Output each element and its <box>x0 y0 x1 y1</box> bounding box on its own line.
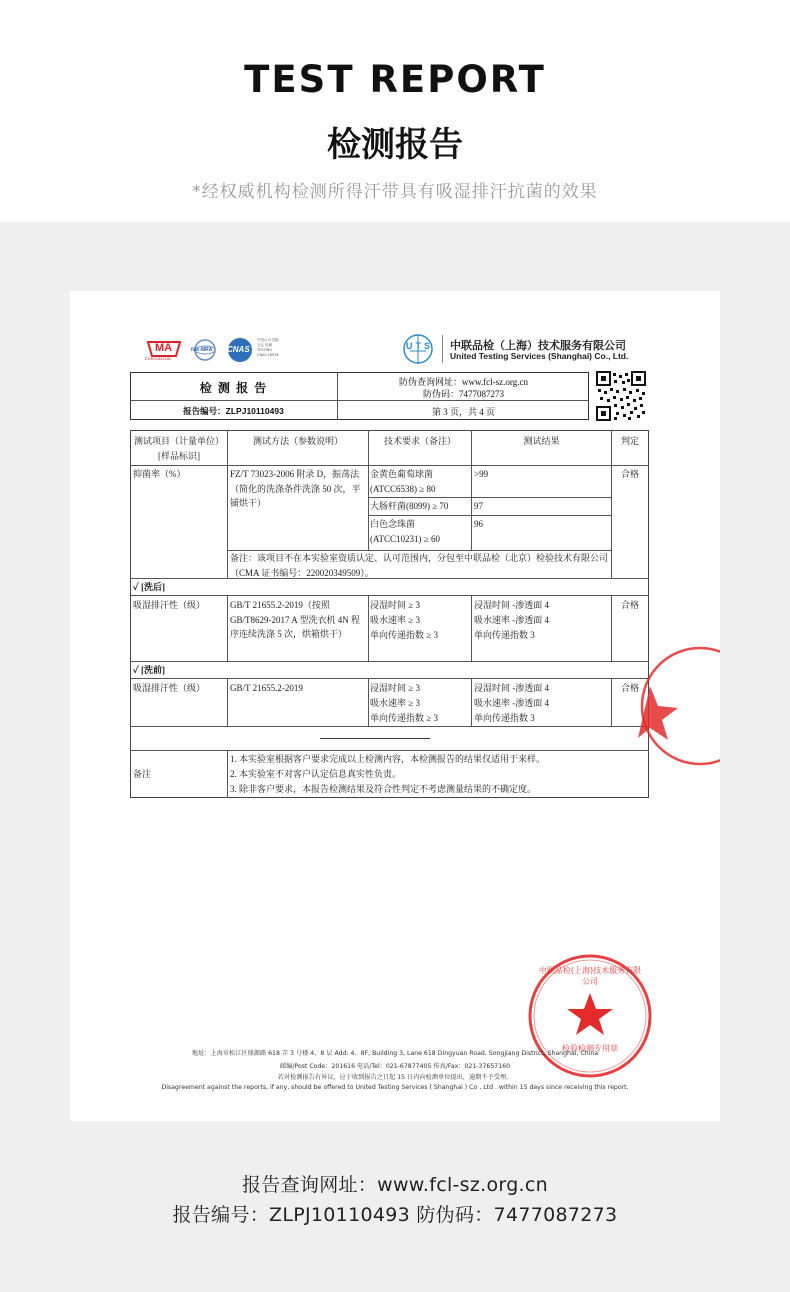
seal-bottom-text: 检验检测专用章 <box>562 1044 618 1053</box>
remark-2: 2. 本实验室不对客户认定信息真实性负责。 <box>230 769 402 779</box>
header-item: 测试项目（计量单位）[样品标识] <box>133 436 224 461</box>
after-wash-req-1: 浸湿时间 ≥ 3 <box>370 600 420 610</box>
before-wash-item: 吸湿排汗性（级） <box>133 683 206 693</box>
antibacterial-verdict: 合格 <box>620 469 639 479</box>
before-wash-req-1: 浸湿时间 ≥ 3 <box>370 683 420 693</box>
after-wash-verdict: 合格 <box>620 600 639 610</box>
partial-seal-stamp <box>630 636 720 776</box>
header-method: 测试方法（参数说明） <box>252 436 343 446</box>
after-wash-method: GB/T 21655.2-2019（按照 GB/T8629-2017 A 型洗衣机 4N 程序连续洗涤 5 次，烘箱烘干） <box>230 600 361 639</box>
page-info: 第 3 页，共 4 页 <box>431 407 495 417</box>
after-wash-label: ✓ [洗后] <box>133 582 166 592</box>
header-requirement: 技术要求（备注） <box>383 436 456 446</box>
antibacterial-result-2: 97 <box>474 501 483 511</box>
antibacterial-result-3: 96 <box>474 519 483 529</box>
title-en: TEST REPORT <box>244 58 546 101</box>
qr-code <box>596 371 646 421</box>
company-en: United Testing Services (Shanghai) Co., Ltd. <box>450 351 629 361</box>
seal-text: 中联品检(上海)技术服务有限公司 <box>538 966 642 986</box>
cnas-logo: CNAS 中国认可 国际互认 检测 TESTING CNAS L8976 <box>224 337 282 363</box>
antibacterial-note: 备注：该项目不在本实验室资质认定、认可范围内，分包至中联品检（北京）检验技术有限公司（CMA 证书编号：220020349509）。 <box>230 553 609 578</box>
before-wash-req-3: 单向传递指数 ≥ 3 <box>370 713 438 723</box>
verify-code: 防伪码：7477087273 <box>422 389 504 399</box>
cma-logo: MA 210011342182 <box>144 339 184 361</box>
address-line-2: 邮编/Post Code：201616 电话/Tel：021-67877405 传真/Fax：021-37657160 <box>279 1063 510 1070</box>
antibacterial-req-3: 白色念珠菌 (ATCC10231) ≥ 60 <box>370 519 440 544</box>
footer-report-code: 报告编号：ZLPJ10110493 防伪码：7477087273 <box>172 1204 618 1226</box>
antibacterial-req-1: 金黄色葡萄球菌 (ATCC6538) ≥ 80 <box>370 469 436 494</box>
footer-query-url: 报告查询网址：www.fcl-sz.org.cn <box>242 1174 548 1196</box>
report-heading: 检 测 报 告 <box>199 381 268 395</box>
title-cn: 检测报告 <box>327 125 463 165</box>
remark-3: 3. 除非客户要求，本报告检测结果及符合性判定不考虑测量结果的不确定度。 <box>230 784 537 794</box>
after-wash-result-3: 单向传递指数 3 <box>474 630 535 640</box>
before-wash-result-2: 吸水速率 -渗透面 4 <box>474 698 549 708</box>
ilac-logo: ilac-MRA <box>190 338 220 362</box>
before-wash-result-3: 单向传递指数 3 <box>474 713 535 723</box>
verify-url: 防伪查询网址：www.fcl-sz.org.cn <box>399 377 528 387</box>
before-wash-method: GB/T 21655.2-2019 <box>230 683 303 693</box>
header-result: 测试结果 <box>523 436 560 446</box>
antibacterial-result-1: >99 <box>474 469 489 479</box>
report-paper <box>70 291 720 1121</box>
address-line-1: 地址：上海市松江区鼎源路 618 弄 3 号楼 4、8 层 Add: 4、8F, Building 3, Lane 618 Dingyuan Road, Songjiang District, Shanghai, China <box>191 1050 599 1057</box>
address-line-4: Disagreement against the reports, if any, should be offered to United Testing Services ( Shanghai ) Co , Ltd . within 15 days since receiving this report. <box>161 1084 629 1091</box>
antibacterial-req-2: 大肠杆菌(8099) ≥ 70 <box>370 501 449 511</box>
subtitle: *经权威机构检测所得汗带具有吸湿排汗抗菌的效果 <box>192 182 598 202</box>
address-line-3: 若对检测报告有异议，应于收到报告之日起 15 日内向检测单位提出，逾期不予受理。 <box>277 1074 513 1081</box>
header-verdict: 判定 <box>620 436 639 446</box>
after-wash-item: 吸湿排汗性（级） <box>133 600 206 610</box>
antibacterial-item: 抑菌率（%） <box>133 469 186 479</box>
before-wash-label: ✓ [洗前] <box>133 665 166 675</box>
after-wash-req-3: 单向传递指数 ≥ 3 <box>370 630 438 640</box>
header-section <box>0 0 790 222</box>
uts-logo: UTS <box>400 333 436 365</box>
before-wash-verdict: 合格 <box>620 683 639 693</box>
remarks-label: 备注 <box>133 769 152 779</box>
report-number: 报告编号：ZLPJ10110493 <box>183 406 284 416</box>
after-wash-result-2: 吸水速率 -渗透面 4 <box>474 615 549 625</box>
antibacterial-method: FZ/T 73023-2006 附录 D，振荡法（简化的洗涤条件洗涤 50 次，平铺烘干） <box>230 469 361 508</box>
after-wash-req-2: 吸水速率 ≥ 3 <box>370 615 420 625</box>
before-wash-req-2: 吸水速率 ≥ 3 <box>370 698 420 708</box>
logo-divider <box>442 335 443 363</box>
remark-1: 1. 本实验室根据客户要求完成以上检测内容，本检测报告的结果仅适用于来样。 <box>230 754 546 764</box>
after-wash-result-1: 浸湿时间 -渗透面 4 <box>474 600 549 610</box>
company-cn: 中联品检（上海）技术服务有限公司 <box>450 340 626 352</box>
before-wash-result-1: 浸湿时间 -渗透面 4 <box>474 683 549 693</box>
